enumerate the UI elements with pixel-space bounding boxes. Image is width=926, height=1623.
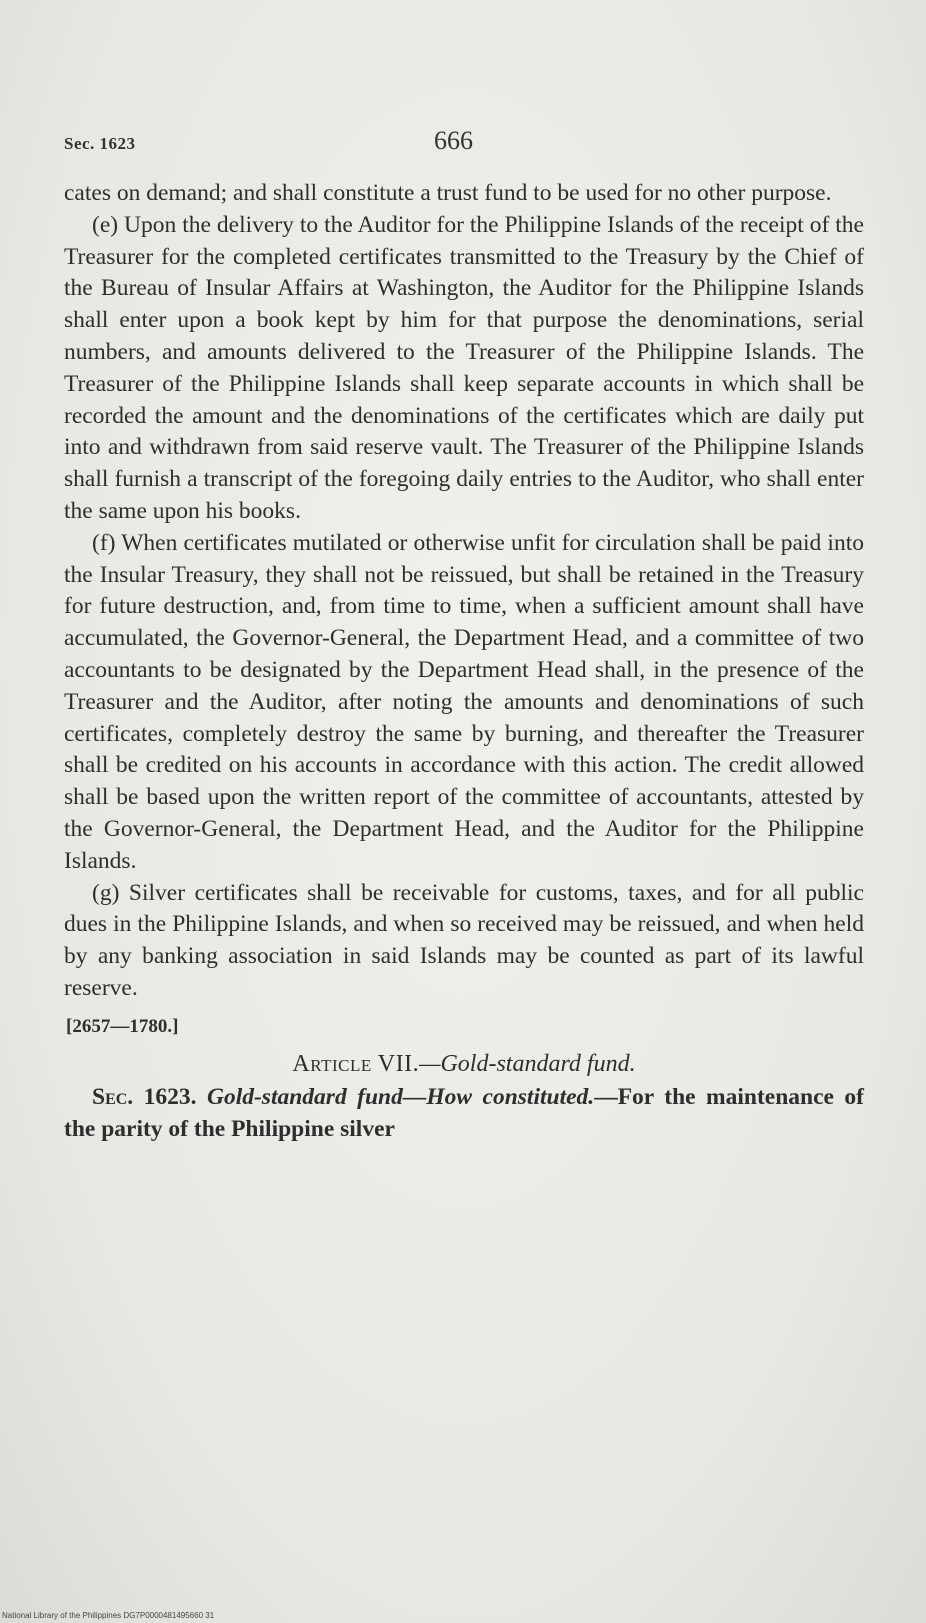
article-heading: [64, 1049, 864, 1081]
paragraph-g: (g) Silver certificates shall be receivable for customs, taxes, and for all public dues in the Philippine Islands, and when so received may be reissued, and when held by any banking association in said Islands may be counted as part of its lawful reserve.: [64, 879, 864, 1001]
paragraph-continuation: cates on demand; and shall constitute a trust fund to be used for no other purpose.: [64, 180, 832, 206]
section-label: Sec. 1623: [64, 134, 136, 153]
page-header: [64, 126, 864, 166]
citation: [2657—1780.]: [66, 1015, 179, 1037]
section-title: Gold-standard fund—How constituted.: [206, 1084, 595, 1111]
section-heading: [64, 1082, 864, 1146]
paragraph-f: (f) When certificates mutilated or otherwise unfit for circulation shall be paid into the Insular Treasury, they shall not be reissued, but shall be retained in the Treasury for future destruction, and, from time to time, when a sufficient amount shall have accumulated, the Governor-General, the Department Head, and a committee of two accountants to be designated by the Department Head shall, in the presence of the Treasurer and the Auditor, after noting the amounts and denominations of such certificates, completely destroy the same by burning, and thereafter the Treasurer shall be credited on his accounts in accordance with this action. The credit allowed shall be based upon the written report of the committee of accountants, attested by the Governor-General, the Department Head, and the Auditor for the Philippine Islands.: [64, 529, 864, 874]
section-text: —For the maintenance of the parity of the Philippine silver: [64, 1084, 865, 1143]
paragraph-e: (e) Upon the delivery to the Auditor for the Philippine Islands of the receipt of the Treasurer for the completed certificates transmitted to the Treasury by the Chief of the Bureau of Insular Affairs at Washington, the Auditor for the Philippine Islands shall enter upon a book kept by him for that purpose the denominations, serial numbers, and amounts delivered to the Treasurer of the Philippine Islands. The Treasurer of the Philippine Islands shall keep separate accounts in which shall be recorded the amount and the denominations of the certificates which are daily put into and withdrawn from said reserve vault. The Treasurer of the Philippine Islands shall furnish a transcript of the foregoing daily entries to the Auditor, who shall enter the same upon his books.: [64, 211, 864, 524]
body-text: [64, 178, 864, 1146]
scan-footer: National Library of the Philippines DG7P0000481495660 31: [2, 1611, 215, 1620]
article-title: —Gold-standard fund.: [419, 1050, 636, 1077]
article-label: Article VII.: [292, 1050, 420, 1077]
section-number: Sec. 1623.: [92, 1084, 197, 1111]
page-number: 666: [434, 126, 473, 155]
